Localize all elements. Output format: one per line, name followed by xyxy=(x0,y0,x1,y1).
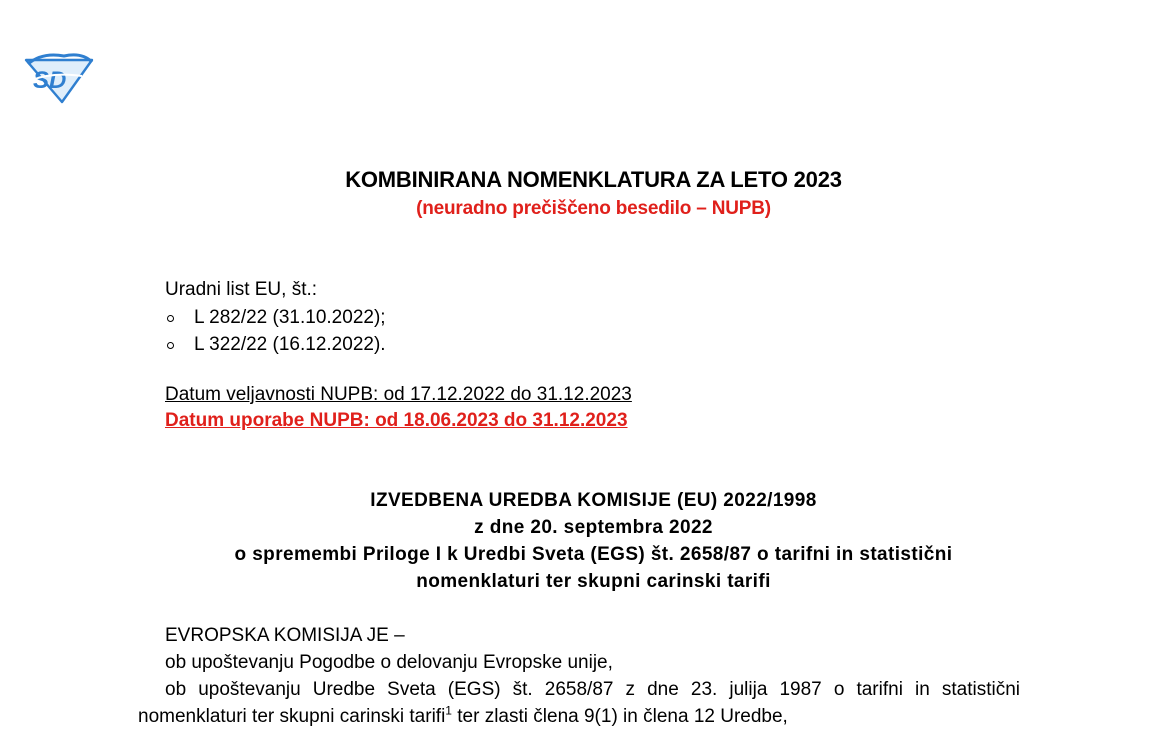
list-item: L 282/22 (31.10.2022); xyxy=(165,304,386,331)
regulation-title: IZVEDBENA UREDBA KOMISIJE (EU) 2022/1998 xyxy=(370,490,817,511)
body-text xyxy=(138,622,1020,730)
document-subtitle: (neuradno prečiščeno besedilo – NUPB) xyxy=(416,198,771,219)
regulation-subject-line2: nomenklaturi ter skupni carinski tarifi xyxy=(416,571,771,592)
document-title: KOMBINIRANA NOMENKLATURA ZA LETO 2023 xyxy=(345,167,842,192)
paragraph xyxy=(138,676,1020,730)
footnote-marker: 1 xyxy=(445,703,452,718)
paragraph: EVROPSKA KOMISIJA JE – xyxy=(165,625,405,646)
sd-logo-icon xyxy=(22,50,96,104)
official-journal-list xyxy=(165,304,386,358)
validity-date: Datum veljavnosti NUPB: od 17.12.2022 do 31.12.2023 xyxy=(165,384,632,405)
regulation-subject-line1: o spremembi Priloge I k Uredbi Sveta (EGS) št. 2658/87 o tarifni in statistični xyxy=(234,544,953,565)
list-item: L 322/22 (16.12.2022). xyxy=(165,331,386,358)
official-journal-label: Uradni list EU, št.: xyxy=(165,279,318,300)
paragraph-text: ob upoštevanju Uredbe Sveta (EGS) št. 2658/87 z dne 23. julija 1987 o tarifni in statistični nomenklaturi ter skupni carinski tarifi xyxy=(138,679,1020,727)
paragraph-text: ter zlasti člena 9(1) in člena 12 Uredbe, xyxy=(451,706,788,727)
svg-text:SD: SD xyxy=(33,67,67,94)
regulation-date: z dne 20. septembra 2022 xyxy=(474,517,713,538)
paragraph: ob upoštevanju Pogodbe o delovanju Evropske unije, xyxy=(165,652,613,673)
usage-date: Datum uporabe NUPB: od 18.06.2023 do 31.12.2023 xyxy=(165,410,628,431)
